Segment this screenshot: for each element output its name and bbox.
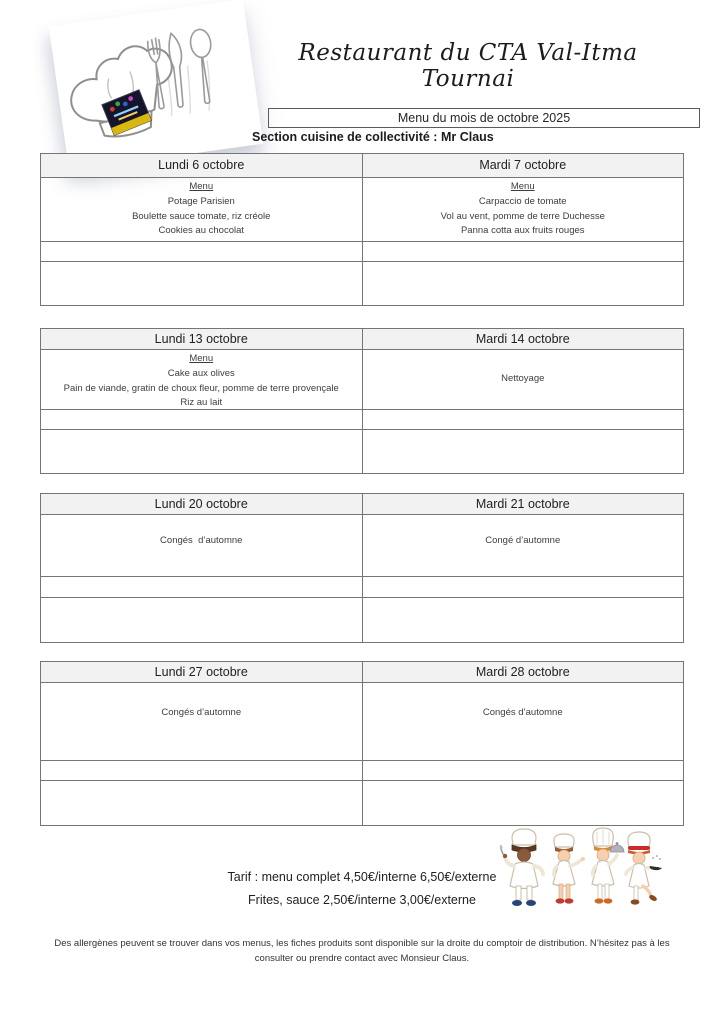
month-title-box: Menu du mois de octobre 2025 (268, 108, 700, 128)
menu-cell (363, 515, 684, 576)
menu-line: Menu (189, 353, 214, 364)
menu-line: Vol au vent, pomme de terre Duchesse (440, 210, 605, 222)
menu-line: Nettoyage (501, 373, 545, 385)
empty-cell (41, 262, 363, 305)
spoon-icon (189, 28, 219, 104)
empty-cell (363, 761, 684, 780)
menu-line: Congés d’automne (482, 707, 563, 718)
menu-line: Panna cotta aux fruits rouges (460, 225, 585, 237)
chefs-illustration (500, 824, 662, 916)
empty-cell (363, 242, 684, 261)
page-title: Restaurant du CTA Val-Itma Tournai (298, 40, 638, 92)
menu-cell (41, 350, 363, 409)
logo-image (49, 0, 263, 171)
chef-4 (626, 832, 662, 905)
week-table-3 (40, 493, 684, 643)
tariff-line-2: Frites, sauce 2,50€/interne 3,00€/externe (248, 893, 476, 907)
day-header: Lundi 20 octobre (41, 494, 363, 514)
menu-cell (41, 515, 363, 576)
four-cartoon-chefs-icon (500, 824, 662, 916)
day-header: Mardi 14 octobre (475, 332, 570, 346)
empty-cell (41, 242, 363, 261)
menu-line: Riz au lait (180, 397, 223, 409)
menu-line: Congé d’automne (485, 535, 561, 546)
menu-line: Carpaccio de tomate (478, 195, 567, 207)
empty-cell (363, 430, 684, 473)
menu-line: Potage Parisien (167, 195, 235, 207)
chef-2 (553, 834, 585, 904)
day-header: Lundi 13 octobre (41, 329, 363, 349)
empty-cell (41, 761, 363, 780)
menu-line: Congés d’automne (161, 707, 242, 718)
menu-cell (41, 178, 363, 241)
empty-cell (41, 430, 363, 473)
empty-cell (363, 598, 684, 642)
menu-cell (363, 683, 684, 760)
menu-line: Menu (510, 181, 535, 192)
menu-cell (363, 350, 684, 409)
empty-cell (363, 410, 684, 429)
week-table-1 (40, 153, 684, 306)
day-header: Mardi 7 octobre (479, 158, 567, 172)
empty-cell (363, 262, 684, 305)
day-header: Lundi 27 octobre (41, 662, 363, 682)
empty-cell (41, 598, 363, 642)
menu-line: Cookies au chocolat (158, 225, 245, 237)
menu-line: Pain de viande, gratin de choux fleur, pomme de terre provençale (63, 382, 339, 394)
tariff-line-1: Tarif : menu complet 4,50€/interne 6,50€/externe (227, 870, 497, 884)
empty-cell (41, 781, 363, 825)
day-header: Mardi 21 octobre (475, 497, 570, 511)
menu-line: Boulette sauce tomate, riz créole (132, 210, 271, 222)
empty-cell (41, 577, 363, 597)
menu-line: Congés d’automne (160, 535, 243, 546)
chef-hat-and-cutlery-icon (49, 0, 263, 171)
menu-cell (41, 683, 363, 760)
day-header: Lundi 6 octobre (41, 154, 363, 177)
allergen-notice: Des allergènes peuvent se trouver dans vos menus, les fiches produits sont disponible sur la droite du comptoir de distribution. N’hésitez pas à les consulter ou prendre contact avec Monsieur Claus. (54, 938, 670, 964)
week-table-2 (40, 328, 684, 474)
empty-cell (41, 410, 363, 429)
menu-line: Cake aux olives (167, 367, 235, 379)
day-header: Mardi 28 octobre (475, 665, 570, 679)
menu-cell (363, 178, 684, 241)
empty-cell (363, 577, 684, 597)
empty-cell (363, 781, 684, 825)
section-subtitle: Section cuisine de collectivité : Mr Claus (252, 130, 494, 144)
chef-3 (592, 828, 624, 904)
menu-line: Menu (189, 181, 214, 192)
chef-1 (500, 829, 543, 906)
week-table-4 (40, 661, 684, 826)
